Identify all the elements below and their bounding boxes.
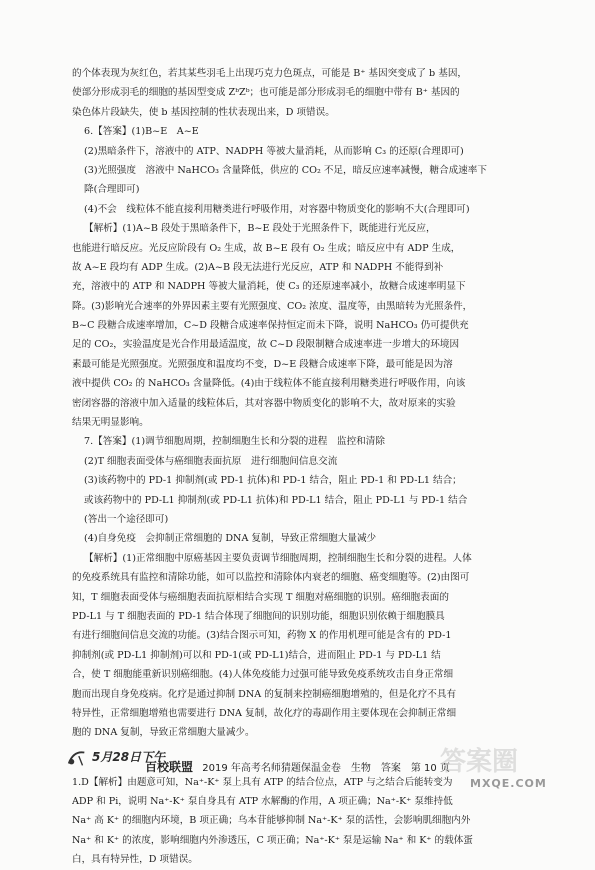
text-line: Na⁺ 高 K⁺ 的细胞内环境，B 项正确；乌本苷能够抑制 Na⁺-K⁺ 泵的活性，会影响肌细胞内外 bbox=[72, 815, 471, 827]
footer-brand: 百校联盟 bbox=[145, 760, 194, 774]
text-line: 降。(3)影响光合速率的外界因素主要有光照强度、CO₂ 浓度、温度等，由黑暗转为光照条件， bbox=[72, 300, 473, 312]
text-line: 降(合理即可) bbox=[84, 184, 140, 196]
text-line: 的免疫系统具有监控和清除功能，如可以监控和清除体内衰老的细胞、癌变细胞等。(2)由图可 bbox=[72, 572, 470, 584]
text-line: 7.【答案】(1)调节细胞周期，控制细胞生长和分裂的进程 监控和清除 bbox=[84, 436, 385, 448]
text-line: (2)T 细胞表面受体与癌细胞表面抗原 进行细胞间信息交流 bbox=[84, 455, 338, 467]
date-banner-label: 5月28日下午 bbox=[92, 749, 166, 764]
text-line: (4)自身免疫 会抑制正常细胞的 DNA 复制，导致正常细胞大量减少 bbox=[84, 533, 377, 545]
text-line: (答出一个途径即可) bbox=[84, 513, 169, 525]
text-line: 液中提供 CO₂ 的 NaHCO₃ 含量降低。(4)由于线粒体不能直接利用糖类进行呼吸作用，向该 bbox=[72, 378, 466, 390]
text-line: 1.D【解析】由题意可知，Na⁺-K⁺ 泵上具有 ATP 的结合位点，ATP 与之结合后能转变为 bbox=[72, 776, 453, 788]
text-line: 足的 CO₂，实验温度是光合作用最适温度，故 C~D 段限制糖合成速率进一步增大的环境因 bbox=[72, 339, 460, 351]
text-line: 素最可能是光照强度。光照强度和温度均不变，D~E 段糖合成速率下降，最可能是因为溶 bbox=[72, 358, 453, 370]
text-line: 有进行细胞间信息交流的功能。(3)结合图示可知，药物 X 的作用机理可能是含有的 PD-1 bbox=[72, 630, 452, 642]
text-line: 故 A~E 段均有 ADP 生成。(2)A~B 段无法进行光反应，ATP 和 NADPH 不能得到补 bbox=[72, 261, 444, 273]
text-line: 胞而出现自身免疫病。化疗是通过抑制 DNA 的复制来控制癌细胞增殖的，但是化疗不具有 bbox=[72, 688, 457, 700]
text-line: (3)该药物中的 PD-1 抑制剂(或 PD-1 抗体)和 PD-1 结合，阻止 PD-1 和 PD-L1 结合； bbox=[84, 475, 462, 487]
text-line: PD-L1 与 T 细胞表面的 PD-1 结合体现了细胞间的识别功能，细胞识别依赖于细胞膜具 bbox=[72, 610, 445, 622]
text-line: (4)不会 线粒体不能直接利用糖类进行呼吸作用，对容器中物质变化的影响不大(合理即可) bbox=[84, 203, 470, 215]
text-line: Na⁺ 和 K⁺ 的浓度，影响细胞内外渗透压，C 项正确；Na⁺-K⁺ 泵是运输 Na⁺ 和 K⁺ 的载体蛋 bbox=[72, 834, 473, 846]
text-line: 结果无明显影响。 bbox=[72, 417, 149, 429]
text-line: 【解析】(1)A~B 段处于黑暗条件下，B~E 段处于光照条件下，既能进行光反应， bbox=[84, 223, 436, 235]
text-line: 胞的 DNA 复制，导致正常细胞大量减少。 bbox=[72, 727, 255, 739]
text-line: 6.【答案】(1)B~E A~E bbox=[84, 126, 199, 138]
watermark-text: MXQE.COM bbox=[470, 777, 547, 790]
text-line: 合，使 T 细胞能重新识别癌细胞。(4)人体免疫能力过强可能导致免疫系统攻击自身正常细 bbox=[72, 669, 454, 681]
text-line: B~C 段糖合成速率增加，C~D 段糖合成速率保持恒定而未下降，说明 NaHCO₃ 仍可提供充 bbox=[72, 320, 469, 332]
text-line: 白，具有特异性，D 项错误。 bbox=[72, 854, 198, 866]
text-line: (2)黑暗条件下，溶液中的 ATP、NADPH 等被大量消耗，从而影响 C₃ 的还原(合理即可) bbox=[84, 145, 464, 157]
text-line: ADP 和 Pi，说明 Na⁺-K⁺ 泵自身具有 ATP 水解酶的作用，A 项正确；Na⁺-K⁺ 泵维持低 bbox=[72, 796, 453, 808]
text-line: 知，T 细胞表面受体与癌细胞表面抗原相结合实现 T 细胞对癌细胞的识别。癌细胞表面的 bbox=[72, 591, 449, 603]
answer-lines-part1 bbox=[72, 64, 542, 743]
text-line: 抑制剂(或 PD-L1 抑制剂)可以和 PD-1(或 PD-L1)结合，进而阻止 PD-1 与 PD-L1 结 bbox=[72, 649, 441, 661]
svg-text:答案圈: 答案圈 bbox=[440, 747, 519, 777]
text-line: 或该药物中的 PD-L1 抑制剂(或 PD-L1 抗体)和 PD-L1 结合，阻止 PD-L1 与 PD-1 结合 bbox=[84, 494, 468, 506]
text-line: 特异性，正常细胞增殖也需要进行 DNA 复制，故化疗的毒副作用主要体现在会抑制正常细 bbox=[72, 707, 457, 719]
text-line: 【解析】(1)正常细胞中原癌基因主要负责调节细胞周期，控制细胞生长和分裂的进程。人体 bbox=[84, 552, 472, 564]
footer-text: 2019 年高考名师猜题保温金卷 生物 答案 第 10 页 bbox=[202, 763, 450, 774]
text-line: 密闭容器的溶液中加入适量的线粒体后，其对容器中物质变化的影响不大，故对原来的实验 bbox=[72, 397, 456, 409]
text-line: 也能进行暗反应。光反应阶段有 O₂ 生成，故 B~E 段有 O₂ 生成；暗反应中有 ADP 生成， bbox=[72, 242, 461, 254]
text-line: 的个体表现为灰红色，若其某些羽毛上出现巧克力色斑点，可能是 B⁺ 基因突变成了 b 基因， bbox=[72, 68, 468, 79]
text-line: 染色体片段缺失，使 b 基因控制的性状表现出来，D 项错误。 bbox=[72, 106, 335, 118]
text-line: 使部分形成羽毛的细胞的基因型变成 ZᵇZᵇ；也可能是部分形成羽毛的细胞中带有 B⁺ 基因的 bbox=[72, 87, 460, 99]
text-line: (3)光照强度 溶液中 NaHCO₃ 含量降低，供应的 CO₂ 不足，暗反应速率减慢，糖合成速率下 bbox=[84, 164, 487, 176]
text-line: 充，溶液中的 ATP 和 NADPH 等被大量消耗，使 C₃ 的还原速率减小，故糖合成速率明显下 bbox=[72, 281, 466, 293]
